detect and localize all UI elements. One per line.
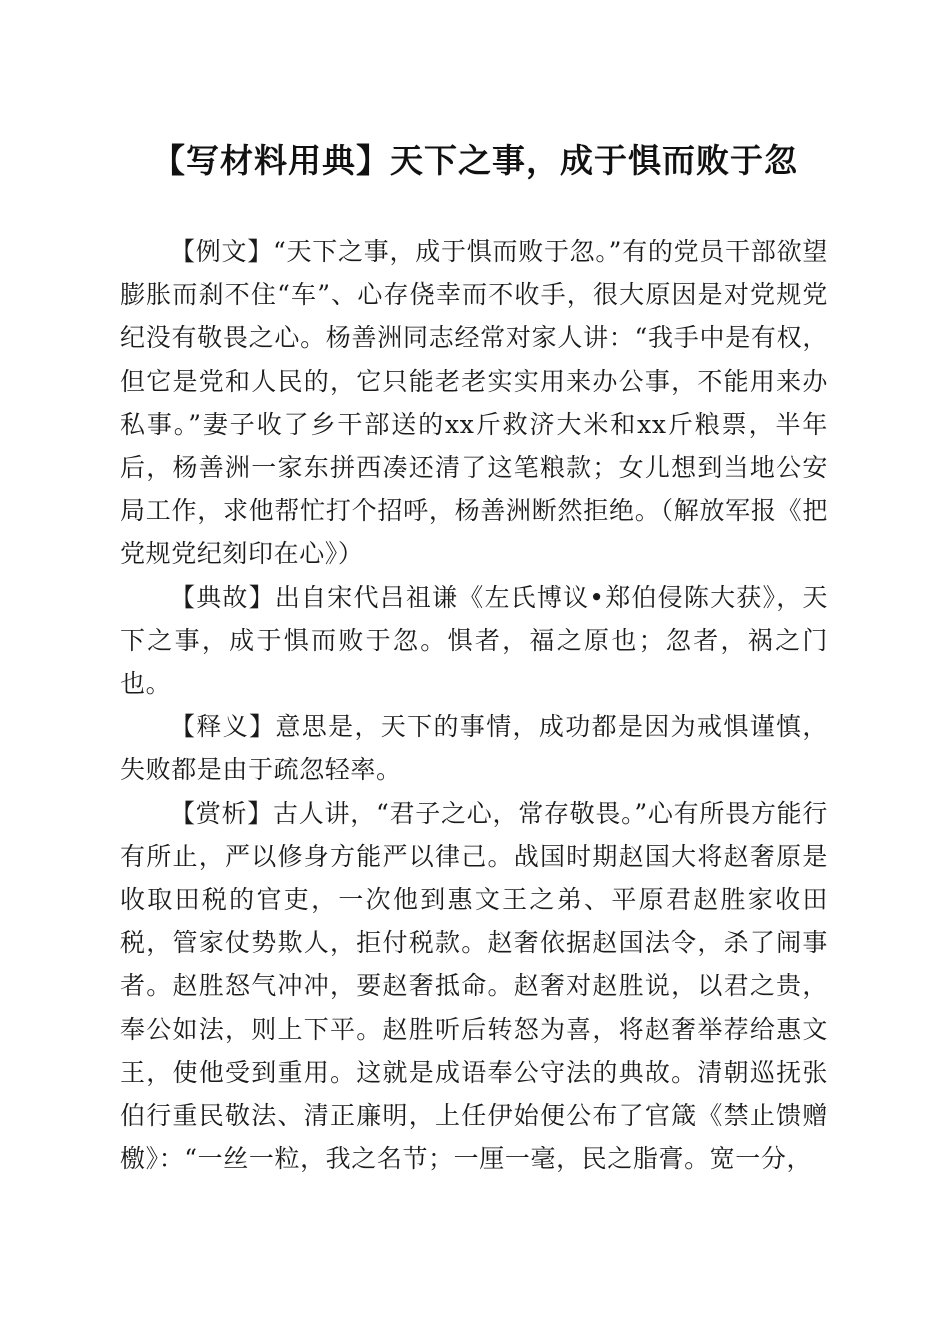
document-title: 【写材料用典】天下之事，成于惧而败于忽 xyxy=(152,141,798,180)
section-text-allusion: 出自宋代吕祖谦《左氏博议•郑伯侵陈大获》，天下之事，成于惧而败于忽。惧者，福之原也；忽者，祸之门也。 xyxy=(120,582,828,699)
section-label-interpretation: 【释义】 xyxy=(170,712,276,742)
paragraph-interpretation xyxy=(120,705,828,791)
section-label-appreciation: 【赏析】 xyxy=(170,798,273,828)
section-label-allusion: 【典故】 xyxy=(170,582,275,612)
section-label-example: 【例文】 xyxy=(170,237,273,266)
paragraph-example xyxy=(120,230,828,576)
section-text-example: “天下之事，成于惧而败于忽。”有的党员干部欲望膨胀而刹不住“车”、心存侥幸而不收手，很大原因是对党规党纪没有敬畏之心。杨善洲同志经常对家人讲：“我手中是有权，但它是党和人民的，它只能老老实实用来办公事，不能用来办私事。”妻子收了乡干部送的xx斤救济大米和xx斤粮票，半年后，杨善洲一家东拼西凑还清了这笔粮款；女儿想到当地公安局工作，求他帮忙打个招呼，杨善洲断然拒绝。（解放军报《把党规党纪刻印在心》） xyxy=(120,237,828,569)
paragraph-allusion xyxy=(120,576,828,706)
document-body xyxy=(120,230,828,1180)
section-text-interpretation: 意思是，天下的事情，成功都是因为戒惧谨慎，失败都是由于疏忽轻率。 xyxy=(120,712,828,785)
paragraph-appreciation xyxy=(120,792,828,1181)
section-text-appreciation: 古人讲，“君子之心，常存敬畏。”心有所畏方能行有所止，严以修身方能严以律己。战国时期赵国大将赵奢原是收取田税的官吏，一次他到惠文王之弟、平原君赵胜家收田税，管家仗势欺人，拒付税款。赵奢依据赵国法令，杀了闹事者。赵胜怒气冲冲，要赵奢抵命。赵奢对赵胜说，以君之贵，奉公如法，则上下平。赵胜听后转怒为喜，将赵奢举荐给惠文王，使他受到重用。这就是成语奉公守法的典故。清朝巡抚张伯行重民敬法、清正廉明，上任伊始便公布了官箴《禁止馈赠檄》：“一丝一粒，我之名节；一厘一毫，民之脂膏。宽一分， xyxy=(120,798,828,1174)
